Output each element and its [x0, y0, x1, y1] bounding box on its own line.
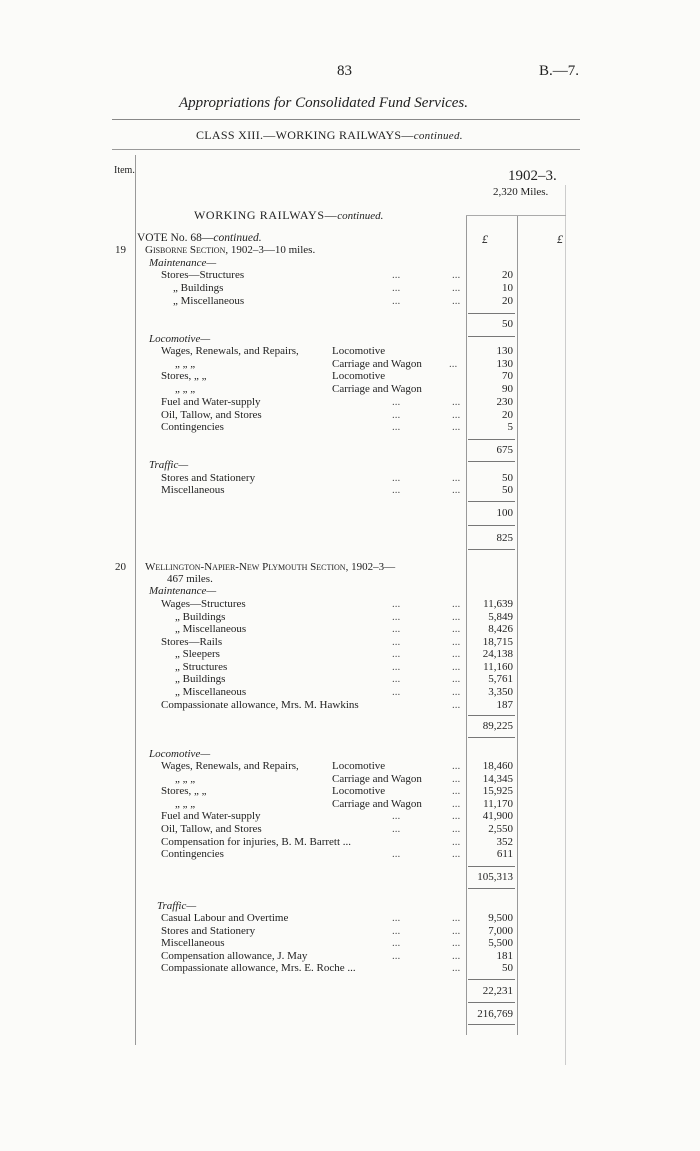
subtotal-locomotive: 105,313: [477, 871, 513, 883]
table-row: „ Buildings ... ... 5,761: [175, 673, 513, 685]
table-row: Compassionate allowance, Mrs. E. Roche ... ... 50: [161, 962, 513, 974]
subtotal-rule: [468, 715, 515, 716]
line-amount: 14,345: [482, 773, 513, 785]
subtotal-rule: [468, 549, 515, 550]
table-row: „ Miscellaneous ... ... 3,350: [175, 686, 513, 698]
line-amount: 130: [496, 345, 513, 357]
year-header: 1902–3.: [508, 168, 557, 184]
page-title: Appropriations for Consolidated Fund Services.: [179, 95, 469, 111]
table-row: Stores—Structures ... ... 20: [161, 269, 513, 281]
line-label: „ Sleepers: [175, 648, 220, 660]
table-row: Fuel and Water-supply ... ... 41,900: [161, 810, 513, 822]
section-name: Gisborne Section, 1902–3—10 miles.: [145, 244, 316, 256]
line-label: Contingencies: [161, 848, 224, 860]
table-row: Stores, „ „ Locomotive ... 15,925: [161, 785, 513, 797]
subhead-row: [0, 333, 700, 346]
table-row: Oil, Tallow, and Stores ... ... 20: [161, 409, 513, 421]
subhead-traffic: Traffic—: [157, 900, 197, 912]
line-label: Stores—Structures: [161, 269, 245, 281]
section-name: Wellington-Napier-New Plymouth Section, 1902–3—: [145, 561, 396, 573]
line-amount: 2,550: [488, 823, 513, 835]
line-label: Compassionate allowance, Mrs. M. Hawkins: [161, 699, 359, 711]
line-amount: 11,160: [483, 661, 513, 673]
table-row: „ Sleepers ... ... 24,138: [175, 648, 513, 660]
line-label: Oil, Tallow, and Stores: [161, 409, 262, 421]
line-amount: 352: [496, 836, 513, 848]
table-row: „ „ „ Carriage and Wagon ... 130: [175, 358, 513, 370]
table-row: Fuel and Water-supply ... ... 230: [161, 396, 513, 408]
table-row: „ Miscellaneous ... ... 20: [173, 295, 513, 307]
document-reference: B.—7.: [539, 63, 580, 79]
line-label: „ „ „: [175, 383, 196, 395]
line-label: „ Miscellaneous: [175, 686, 247, 698]
line-label: Compensation for injuries, B. M. Barrett ...: [161, 836, 352, 848]
amount-header-rule: [466, 215, 566, 216]
line-label: Miscellaneous: [161, 484, 225, 496]
table-row: Miscellaneous ... ... 50: [161, 484, 513, 496]
line-label: „ Buildings: [175, 673, 226, 685]
table-row: Compensation for injuries, B. M. Barrett ... ... 352: [161, 836, 513, 848]
subhead-row: [0, 257, 700, 270]
line-label: „ Structures: [175, 661, 228, 673]
class-rule: [112, 149, 580, 150]
line-amount: 18,460: [482, 760, 513, 772]
line-amount: 90: [502, 383, 513, 395]
line-label-detail: Carriage and Wagon: [332, 798, 422, 810]
item-number: 19: [115, 244, 126, 256]
line-label-detail: Locomotive: [332, 370, 386, 382]
table-row: Miscellaneous ... ... 5,500: [161, 937, 513, 949]
line-amount: 5,849: [488, 611, 513, 623]
subtotal-rule: [468, 501, 515, 502]
line-amount: 24,138: [482, 648, 513, 660]
line-amount: 3,350: [488, 686, 513, 698]
line-label: „ Miscellaneous: [175, 623, 247, 635]
line-label: Compensation allowance, J. May: [161, 950, 308, 962]
line-label: Stores, „ „: [161, 370, 207, 382]
line-amount: 187: [496, 699, 513, 711]
table-row: „ Structures ... ... 11,160: [175, 661, 513, 673]
line-label-detail: Carriage and Wagon: [332, 383, 422, 395]
line-label: Wages, Renewals, and Repairs,: [161, 760, 299, 772]
line-label: Fuel and Water-supply: [161, 396, 261, 408]
line-label-detail: Carriage and Wagon: [332, 773, 422, 785]
table-row: Wages—Structures ... ... 11,639: [161, 598, 513, 610]
line-label: „ „ „: [175, 358, 196, 370]
line-amount: 5,500: [488, 937, 513, 949]
table-row: Contingencies ... ... 5: [161, 421, 513, 433]
line-label: „ Buildings: [175, 611, 226, 623]
subtotal-rule: [468, 737, 515, 738]
subtotal-rule: [468, 439, 515, 440]
line-label: Casual Labour and Overtime: [161, 912, 289, 924]
line-amount: 18,715: [482, 636, 513, 648]
line-label: „ „ „: [175, 773, 196, 785]
vote-label: VOTE No. 68—continued.: [137, 232, 262, 244]
table-row: „ „ „ Carriage and Wagon ... 11,170: [175, 798, 513, 810]
subtotal-rule: [468, 866, 515, 867]
section-miles: 467 miles.: [167, 573, 213, 585]
line-label: Compassionate allowance, Mrs. E. Roche ...: [161, 962, 356, 974]
line-amount: 20: [502, 409, 513, 421]
line-label: Wages—Structures: [161, 598, 246, 610]
table-row: [0, 370, 700, 383]
subtotal-maintenance: 50: [502, 318, 513, 330]
subtotal-rule: [468, 888, 515, 889]
pound-sign-total: £: [557, 232, 563, 246]
page-number: 83: [337, 63, 352, 79]
table-row: Stores and Stationery ... ... 7,000: [161, 925, 513, 937]
table-row: Compassionate allowance, Mrs. M. Hawkins ... 187: [161, 699, 513, 711]
line-amount: 10: [502, 282, 513, 294]
line-amount: 230: [496, 396, 513, 408]
line-label: Contingencies: [161, 421, 224, 433]
line-label: „ Miscellaneous: [173, 295, 245, 307]
line-label: Stores and Stationery: [161, 925, 256, 937]
line-label-detail: Locomotive: [332, 345, 386, 357]
subhead-row: [0, 900, 700, 913]
line-label: Wages, Renewals, and Repairs,: [161, 345, 299, 357]
table-row: [0, 345, 700, 358]
line-amount: 8,426: [488, 623, 513, 635]
table-row: „ Miscellaneous ... ... 8,426: [175, 623, 513, 635]
line-amount: 611: [496, 848, 513, 860]
line-amount: 9,500: [488, 912, 513, 924]
subtotal-rule: [468, 313, 515, 314]
line-amount: 50: [502, 962, 513, 974]
table-row: Wages, Renewals, and Repairs, Locomotive ... 18,460: [161, 760, 513, 772]
subhead-row: [0, 748, 700, 761]
pound-sign-amount: £: [482, 232, 488, 246]
item-column-header: Item.: [114, 165, 135, 176]
line-label-detail: Locomotive: [332, 760, 386, 772]
line-label: Miscellaneous: [161, 937, 225, 949]
miles-header: 2,320 Miles.: [493, 186, 549, 198]
line-label: Stores and Stationery: [161, 472, 256, 484]
section-title: WORKING RAILWAYS—continued.: [194, 208, 384, 222]
table-row: „ Buildings ... ... 5,849: [175, 611, 513, 623]
line-amount: 70: [502, 370, 513, 382]
line-amount: 7,000: [488, 925, 513, 937]
line-label: Stores—Rails: [161, 636, 223, 648]
line-amount: 20: [502, 269, 513, 281]
subtotal-rule: [468, 979, 515, 980]
line-amount: 181: [496, 950, 513, 962]
subhead-traffic: Traffic—: [149, 459, 189, 471]
line-amount: 15,925: [482, 785, 513, 797]
miles-row: [0, 573, 700, 586]
line-amount: 41,900: [482, 810, 513, 822]
table-row: Contingencies ... ... 611: [161, 848, 513, 860]
subtotal-maintenance: 89,225: [482, 720, 513, 732]
subtotal-rule: [468, 1024, 515, 1025]
subhead-row: [0, 459, 700, 472]
subtotal-traffic: 22,231: [482, 985, 513, 997]
table-row: Stores and Stationery ... ... 50: [161, 472, 513, 484]
line-amount: 11,170: [483, 798, 513, 810]
subtotal-rule: [468, 1002, 515, 1003]
subhead-row: [0, 585, 700, 598]
table-row: [0, 383, 700, 396]
title-rule: [112, 119, 580, 120]
line-label: Stores, „ „: [161, 785, 207, 797]
subhead-maintenance: Maintenance—: [149, 585, 217, 597]
line-amount: 50: [502, 484, 513, 496]
subhead-maintenance: Maintenance—: [149, 257, 217, 269]
table-row: Casual Labour and Overtime ... ... 9,500: [161, 912, 513, 924]
subtotal-rule: [468, 525, 515, 526]
line-amount: 50: [502, 472, 513, 484]
section-total: 216,769: [477, 1008, 513, 1020]
item-heading-row: [0, 244, 700, 257]
subhead-locomotive: Locomotive—: [149, 748, 211, 760]
line-label: „ „ „: [175, 798, 196, 810]
line-label: Fuel and Water-supply: [161, 810, 261, 822]
class-title: CLASS XIII.—WORKING RAILWAYS—continued.: [196, 128, 463, 142]
table-row: „ „ „ Carriage and Wagon ... 14,345: [175, 773, 513, 785]
line-amount: 5,761: [488, 673, 513, 685]
line-label-detail: Carriage and Wagon: [332, 358, 422, 370]
line-label-detail: Locomotive: [332, 785, 386, 797]
line-label: Oil, Tallow, and Stores: [161, 823, 262, 835]
subtotal-locomotive: 675: [496, 444, 513, 456]
line-amount: 11,639: [483, 598, 513, 610]
subhead-locomotive: Locomotive—: [149, 333, 211, 345]
table-row: Stores—Rails ... ... 18,715: [161, 636, 513, 648]
line-label: „ Buildings: [173, 282, 224, 294]
section-total: 825: [496, 532, 513, 544]
table-row: Oil, Tallow, and Stores ... ... 2,550: [161, 823, 513, 835]
table-row: „ Buildings ... ... 10: [173, 282, 513, 294]
item-number: 20: [115, 561, 126, 573]
line-amount: 130: [496, 358, 513, 370]
line-amount: 5: [507, 421, 513, 433]
line-amount: 20: [502, 295, 513, 307]
subtotal-traffic: 100: [496, 507, 513, 519]
table-row: Compensation allowance, J. May ... ... 181: [161, 950, 513, 962]
item-heading-row: [0, 561, 700, 574]
